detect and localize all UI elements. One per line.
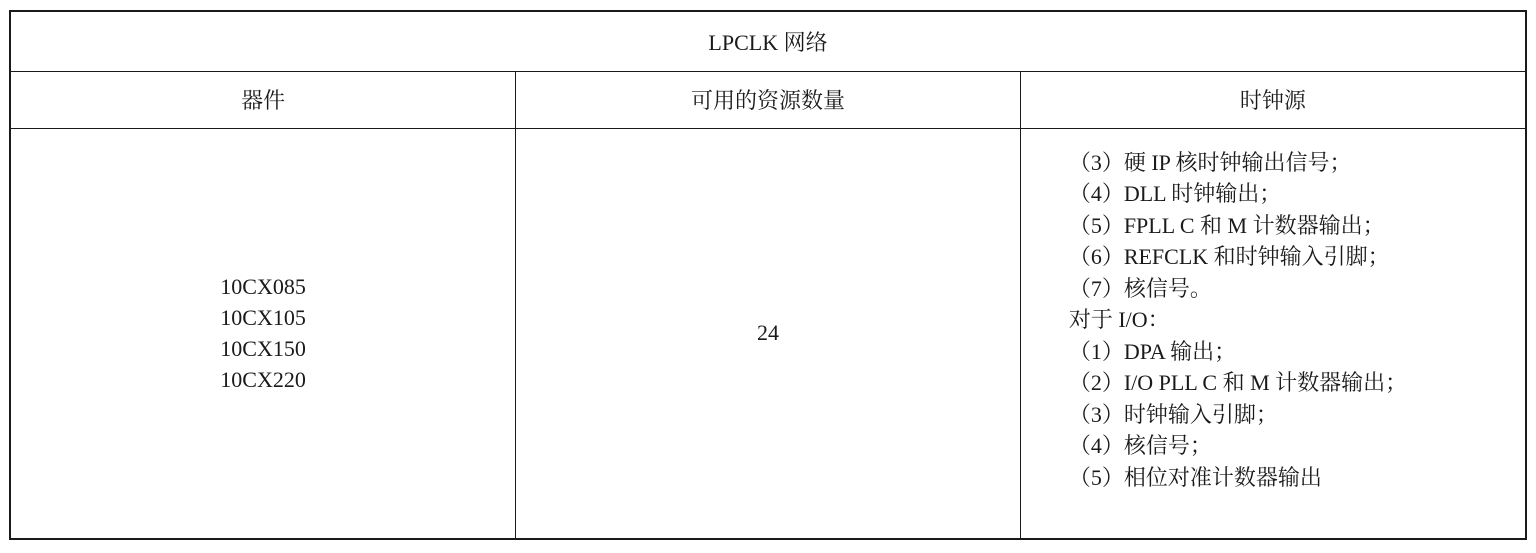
count-cell: 24	[516, 128, 1021, 538]
source-item: （5）FPLL C 和 M 计数器输出；	[1068, 212, 1385, 238]
table-row	[11, 128, 1525, 538]
device-list	[11, 271, 515, 395]
table-header-row	[11, 71, 1525, 128]
source-item: 对于 I/O：	[1068, 307, 1170, 332]
device-cell	[11, 128, 516, 538]
source-item: （7）核信号。	[1068, 275, 1212, 301]
source-cell	[1020, 128, 1525, 538]
header-device: 器件	[11, 71, 516, 128]
table-title: LPCLK 网络	[11, 12, 1525, 71]
source-item: （3）硬 IP 核时钟输出信号；	[1068, 149, 1352, 175]
device-item: 10CX085	[220, 274, 306, 300]
source-item: （6）REFCLK 和时钟输入引脚；	[1068, 244, 1390, 269]
source-item: （5）相位对准计数器输出	[1068, 464, 1322, 490]
device-item: 10CX150	[220, 336, 306, 362]
source-item: （1）DPA 输出；	[1068, 338, 1237, 364]
device-item: 10CX105	[220, 305, 306, 331]
source-item: （4）DLL 时钟输出；	[1068, 181, 1282, 206]
table-title-row	[11, 12, 1525, 71]
source-item: （2）I/O PLL C 和 M 计数器输出；	[1068, 370, 1408, 395]
header-source: 时钟源	[1020, 71, 1525, 128]
source-item: （4）核信号；	[1068, 433, 1212, 458]
lpclk-table-container	[9, 10, 1527, 540]
source-item: （3）时钟输入引脚；	[1068, 401, 1278, 427]
device-item: 10CX220	[220, 367, 306, 393]
lpclk-table	[11, 12, 1525, 538]
header-count: 可用的资源数量	[516, 71, 1021, 128]
